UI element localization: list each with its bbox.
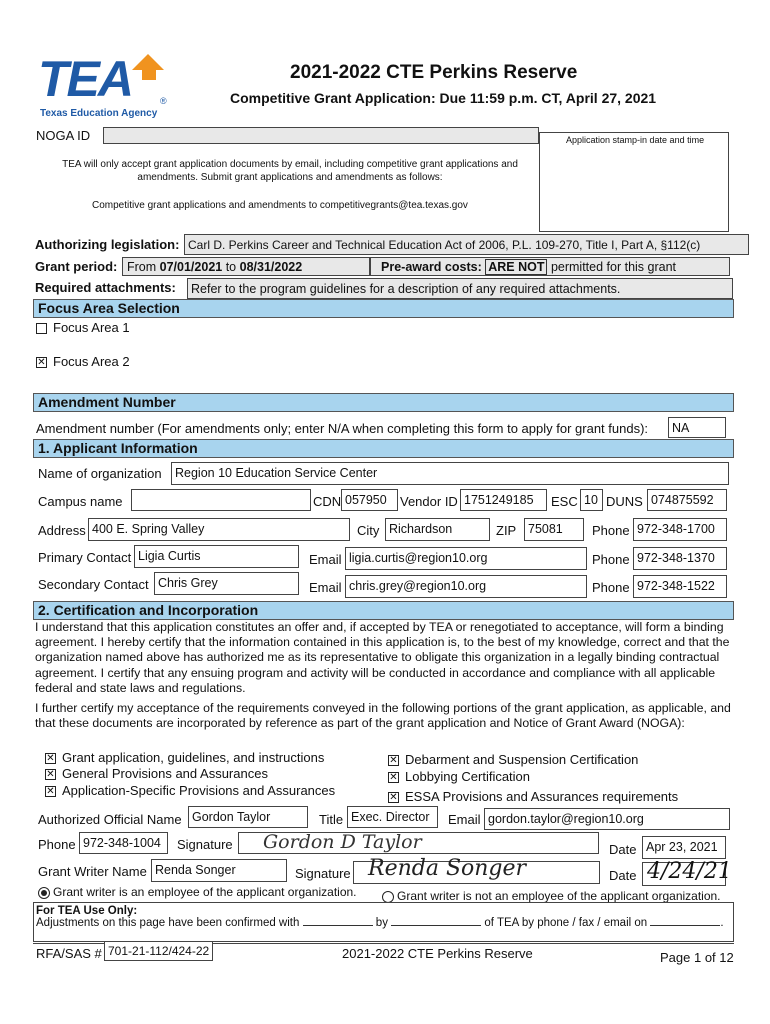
tea-use-by: by [375,917,388,929]
amendment-field[interactable]: NA [668,417,726,438]
from-date: 07/01/2021 [159,260,223,274]
blank-line[interactable] [391,925,481,926]
secondary-contact-field[interactable]: Chris Grey [154,572,299,595]
primary-phone-field[interactable]: 972-348-1370 [633,547,727,570]
official-signature: Gordon D Taylor [263,831,422,853]
preaward-label: Pre-award costs: [381,260,482,274]
cert-item-label: General Provisions and Assurances [62,766,268,781]
certification-section-header: 2. Certification and Incorporation [33,601,734,620]
writer-date: 4/24/21 [647,859,732,884]
cert-item-label: Debarment and Suspension Certification [405,752,639,767]
grant-period-field[interactable] [122,257,370,276]
address-label: Address [38,523,86,538]
official-signature-label: Signature [177,837,233,852]
cdn-label: CDN [313,494,342,509]
primary-contact-field[interactable]: Ligia Curtis [134,545,299,568]
secondary-email-label: Email [309,580,342,595]
grant-period-label: Grant period: [35,259,118,274]
preaward-suffix: permitted for this grant [550,260,677,274]
writer-date-label: Date [609,868,637,883]
blank-line[interactable] [303,925,373,926]
focus-area-1-label: Focus Area 1 [53,320,130,335]
campus-label: Campus name [38,494,123,509]
submit-line: Competitive grant applications and amendments to competitivegrants@tea.texas.gov [92,200,468,211]
duns-label: DUNS [606,494,643,509]
city-field[interactable]: Richardson [385,518,490,541]
footer-center-title: 2021-2022 CTE Perkins Reserve [342,946,533,961]
focus-section-header: Focus Area Selection [33,299,734,318]
duns-field[interactable]: 074875592 [647,489,727,511]
logo-subtext: Texas Education Agency [40,108,158,119]
official-name-label: Authorized Official Name [38,812,182,827]
certification-paragraph-1: I understand that this application constitutes an offer and, if accepted by TEA or renegotiated to acceptance, will form a binding agreement. I hereby certify that the information contained in this application is, to the best of my knowledge, correct and that the organization named above has authorized me as its representative to obligate this organization in a legally binding contractual agreement. I certify that any ensuing program and activity will be conducted in accordance and compliance with all applicable federal and state laws and regulations. [35,620,730,695]
cert-item-lobbying[interactable] [388,769,530,784]
amendment-section-header: Amendment Number [33,393,734,412]
writer-not-employee-option[interactable] [382,889,721,903]
secondary-phone-label: Phone [592,580,630,595]
official-phone-field[interactable]: 972-348-1004 [79,832,168,854]
org-label: Name of organization [38,466,162,481]
org-field[interactable]: Region 10 Education Service Center [171,462,729,485]
writer-signature-label: Signature [295,866,351,881]
noga-field[interactable] [103,127,539,144]
official-signature-field[interactable] [238,832,599,854]
focus-area-1-checkbox[interactable] [36,323,47,334]
cert-checkbox[interactable]: ✕ [46,753,55,765]
registered-mark: ® [160,96,167,106]
official-title-label: Title [319,812,344,827]
attachments-field[interactable]: Refer to the program guidelines for a description of any required attachments. [187,278,733,299]
primary-email-field[interactable]: ligia.curtis@region10.org [345,547,587,570]
writer-date-field[interactable] [642,859,732,886]
official-name-field[interactable]: Gordon Taylor [188,806,308,828]
noga-instructions: TEA will only accept grant application documents by email, including competitive grant applications and amendments. Submit grant applications and amendments as follows: [62,159,518,183]
to-date: 08/31/2022 [239,260,303,274]
phone-field[interactable]: 972-348-1700 [633,518,727,541]
writer-signature-field[interactable] [353,856,600,884]
esc-field[interactable]: 10 [580,489,603,511]
esc-label: ESC [551,494,578,509]
tea-use-end: . [720,917,724,929]
zip-label: ZIP [496,523,517,538]
writer-name-label: Grant Writer Name [38,864,147,879]
stamp-label: Application stamp-in date and time [566,135,705,145]
cert-item-general-provisions[interactable] [45,766,268,781]
tea-use-only-title: For TEA Use Only: [36,905,138,917]
tea-use-suffix: of TEA by phone / fax / email on [484,917,648,929]
cert-item-label: Application-Specific Provisions and Assurances [62,783,336,798]
tea-use-only-text [34,917,733,929]
vendor-label: Vendor ID [400,494,458,509]
radio-employee-label: Grant writer is an employee of the applicant organization. [53,885,357,899]
primary-phone-label: Phone [592,552,630,567]
campus-field[interactable] [131,489,311,511]
stamp-box [539,132,729,232]
logo-text: TEA [38,51,132,107]
cert-item-debarment[interactable] [388,752,638,767]
primary-contact-label: Primary Contact [38,550,132,565]
applicant-section-header: 1. Applicant Information [33,439,734,458]
official-email-field[interactable]: gordon.taylor@region10.org [484,808,730,830]
cert-checkbox[interactable]: ✕ [46,786,55,798]
cert-item-application-specific[interactable] [45,783,335,798]
cert-item-grant-application[interactable] [45,750,324,765]
blank-line[interactable] [650,925,720,926]
writer-name-field[interactable]: Renda Songer [151,859,287,882]
zip-field[interactable]: 75081 [524,518,584,541]
tea-use-only-box [33,902,734,942]
official-phone-label: Phone [38,837,76,852]
page-number: Page 1 of 12 [660,950,734,965]
focus-area-2-label: Focus Area 2 [53,354,130,369]
vendor-field[interactable]: 1751249185 [460,489,547,511]
certification-paragraph-2: I further certify my acceptance of the requirements conveyed in the following portions of the grant application, as applicable, and that these documents are incorporated by reference as part of the grant application and Notice of Grant Award (NOGA): [35,701,731,731]
secondary-email-field[interactable]: chris.grey@region10.org [345,575,587,598]
cert-item-label: Grant application, guidelines, and instructions [62,750,325,765]
attachments-label: Required attachments: [35,280,176,295]
city-label: City [357,523,380,538]
rfa-label: RFA/SAS # [36,946,102,961]
cert-item-label: ESSA Provisions and Assurances requirements [405,789,679,804]
cert-checkbox[interactable]: ✕ [389,772,398,784]
focus-area-2-checkbox[interactable]: ✕ [37,357,46,369]
cert-item-essa[interactable] [388,789,678,804]
radio-not-employee-label: Grant writer is not an employee of the applicant organization. [397,889,721,903]
secondary-phone-field[interactable]: 972-348-1522 [633,575,727,598]
legislation-field[interactable]: Carl D. Perkins Career and Technical Education Act of 2006, P.L. 109-270, Title I, Part A, §112(c) [184,234,749,255]
cdn-field[interactable]: 057950 [341,489,398,511]
official-date-label: Date [609,842,637,857]
cert-item-label: Lobbying Certification [405,769,531,784]
phone-label: Phone [592,523,630,538]
noga-label: NOGA ID [36,128,91,143]
official-title-field[interactable]: Exec. Director [347,806,438,828]
page-title: 2021-2022 CTE Perkins Reserve [290,62,578,83]
rfa-field[interactable]: 701-21-112/424-22 [104,941,213,961]
preaward-field [370,257,730,276]
focus-area-1[interactable] [36,320,130,335]
cert-checkbox[interactable]: ✕ [389,755,398,767]
preaward-value: ARE NOT [485,259,547,275]
primary-email-label: Email [309,552,342,567]
cert-checkbox[interactable]: ✕ [389,792,398,804]
secondary-contact-label: Secondary Contact [38,577,149,592]
official-email-label: Email [448,812,481,827]
writer-employee-option[interactable] [38,885,357,899]
tea-use-prefix: Adjustments on this page have been confirmed with [36,917,300,929]
cert-checkbox[interactable]: ✕ [46,769,55,781]
radio-selected-icon[interactable] [38,887,50,899]
to-text: to [225,260,237,274]
address-field[interactable]: 400 E. Spring Valley [88,518,350,541]
amendment-label: Amendment number (For amendments only; enter N/A when completing this form to apply for grant funds): [36,421,649,436]
legislation-label: Authorizing legislation: [35,237,180,252]
page-subtitle: Competitive Grant Application: Due 11:59 p.m. CT, April 27, 2021 [230,90,657,106]
writer-signature: Renda Songer [368,856,527,881]
from-text: From [127,260,157,274]
official-date-field[interactable]: Apr 23, 2021 [642,836,726,859]
focus-area-2[interactable] [36,354,130,369]
